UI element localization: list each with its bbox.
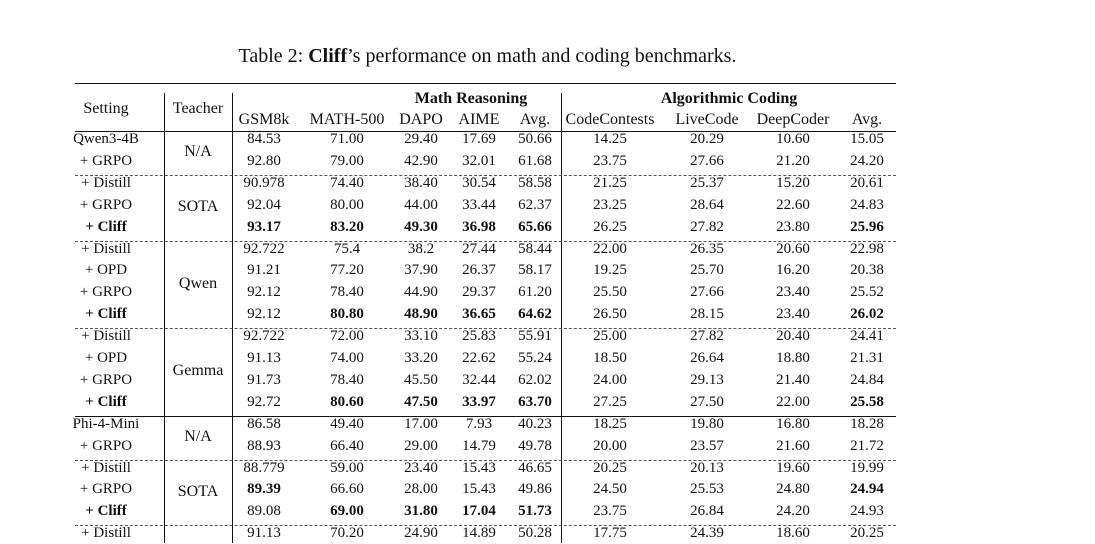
table-cell: 22.60: [776, 196, 810, 213]
table-cell: 58.17: [518, 262, 552, 279]
table-cell: 20.25: [850, 525, 884, 542]
table-cell: 21.20: [776, 152, 810, 169]
table-cell: 23.25: [593, 196, 627, 213]
table-cell: 26.37: [462, 262, 496, 279]
table-cell: 24.83: [850, 196, 884, 213]
table-cell: 24.84: [850, 371, 884, 388]
table-cell: 55.24: [518, 350, 552, 366]
table-cell: 27.25: [593, 393, 627, 410]
caption-prefix: Table 2:: [238, 45, 309, 67]
group-separator: [75, 241, 896, 242]
table-cell: 21.72: [850, 437, 884, 454]
table-cell: 30.54: [462, 174, 496, 191]
table-cell: 20.61: [850, 174, 884, 191]
table-cell: 25.50: [593, 284, 627, 301]
table-cell: 15.43: [462, 481, 496, 498]
table-cell: 24.20: [776, 503, 810, 520]
table-cell: 24.93: [850, 503, 884, 520]
table-cell: 92.12: [247, 306, 281, 323]
teacher-label: N/A: [184, 143, 212, 161]
column-header: AIME: [458, 111, 500, 128]
table-cell: 19.80: [690, 415, 724, 432]
table-cell: 93.17: [247, 218, 281, 235]
table-cell: 42.90: [404, 152, 438, 169]
row-setting: + Cliff: [85, 393, 127, 410]
table-cell: 80.60: [330, 393, 364, 410]
table-cell: 38.2: [407, 240, 435, 257]
table-cell: 58.58: [518, 174, 552, 191]
table-cell: 78.40: [330, 371, 364, 388]
table-cell: 25.53: [690, 481, 724, 498]
table-cell: 20.40: [776, 328, 810, 345]
row-setting: + GRPO: [79, 284, 133, 301]
table-cell: 22.98: [850, 240, 884, 257]
table-cell: 27.66: [690, 284, 724, 301]
table-cell: 21.31: [850, 350, 884, 366]
table-cell: 29.13: [690, 371, 724, 388]
row-setting: + Cliff: [85, 306, 127, 323]
table-cell: 77.20: [330, 262, 364, 279]
row-setting: + OPD: [84, 262, 128, 279]
table-cell: 29.40: [404, 131, 438, 147]
group-separator: [75, 460, 896, 461]
column-header: DAPO: [399, 111, 443, 128]
teacher-header: Teacher: [172, 100, 224, 117]
table-cell: 27.44: [462, 240, 496, 257]
table-cell: 84.53: [247, 131, 281, 147]
table-cell: 59.00: [330, 459, 364, 476]
table-cell: 24.00: [593, 371, 627, 388]
table-cell: 62.37: [518, 196, 552, 213]
table-cell: 19.60: [776, 459, 810, 476]
table-cell: 23.40: [776, 306, 810, 323]
column-header: MATH-500: [309, 111, 385, 128]
table-cell: 10.60: [776, 131, 810, 147]
table-cell: 51.73: [518, 503, 552, 520]
table-cell: 14.79: [462, 437, 496, 454]
table-cell: 22.62: [462, 350, 496, 366]
table-cell: 27.82: [690, 328, 724, 345]
table-cell: 17.69: [462, 131, 496, 147]
table-cell: 17.75: [593, 525, 627, 542]
row-setting: + GRPO: [79, 437, 133, 454]
group-separator: [75, 525, 896, 526]
row-setting: + GRPO: [79, 371, 133, 388]
table-cell: 50.66: [518, 131, 552, 147]
group-separator: [75, 175, 896, 176]
table-cell: 24.94: [850, 481, 884, 498]
algorithmic-coding-header: Algorithmic Coding: [660, 90, 798, 107]
table-cell: 33.20: [404, 350, 438, 366]
table-cell: 92.12: [247, 284, 281, 301]
row-setting: + GRPO: [79, 481, 133, 498]
table-cell: 24.39: [690, 525, 724, 542]
table-cell: 66.40: [330, 437, 364, 454]
row-setting: + Distill: [81, 459, 131, 476]
table-cell: 24.80: [776, 481, 810, 498]
teacher-label: SOTA: [177, 198, 219, 216]
column-header: GSM8k: [238, 111, 290, 128]
table-cell: 83.20: [330, 218, 364, 235]
table-cell: 37.90: [404, 262, 438, 279]
table-cell: 91.73: [247, 371, 281, 388]
table-cell: 80.00: [330, 196, 364, 213]
table-cell: 20.60: [776, 240, 810, 257]
table-cell: 23.40: [404, 459, 438, 476]
table-cell: 61.68: [518, 152, 552, 169]
table-cell: 23.75: [593, 152, 627, 169]
table-cell: 25.96: [850, 218, 884, 235]
table-cell: 32.01: [462, 152, 496, 169]
table-cell: 40.23: [518, 415, 552, 432]
table-cell: 74.40: [330, 174, 364, 191]
table-cell: 46.65: [518, 459, 552, 476]
table-cell: 27.82: [690, 218, 724, 235]
table-cell: 80.80: [330, 306, 364, 323]
table-cell: 23.80: [776, 218, 810, 235]
table-cell: 47.50: [404, 393, 438, 410]
table-cell: 14.25: [593, 131, 627, 147]
column-header: DeepCoder: [756, 111, 830, 128]
table-cell: 89.08: [247, 503, 281, 520]
table-cell: 18.28: [850, 415, 884, 432]
table-cell: 29.37: [462, 284, 496, 301]
table-cell: 49.86: [518, 481, 552, 498]
table-cell: 15.05: [850, 131, 884, 147]
table-cell: 16.20: [776, 262, 810, 279]
table-cell: 65.66: [518, 218, 552, 235]
table-cell: 50.28: [518, 525, 552, 542]
table-cell: 14.89: [462, 525, 496, 542]
table-cell: 66.60: [330, 481, 364, 498]
table-cell: 28.15: [690, 306, 724, 323]
table-cell: 79.00: [330, 152, 364, 169]
table-cell: 18.60: [776, 525, 810, 542]
table-cell: 89.39: [247, 481, 281, 498]
table-cell: 90.978: [243, 174, 285, 191]
table-cell: 25.83: [462, 328, 496, 345]
table-cell: 92.80: [247, 152, 281, 169]
table-cell: 36.98: [462, 218, 496, 235]
table-cell: 24.41: [850, 328, 884, 345]
table-cell: 26.02: [850, 306, 884, 323]
table-cell: 21.40: [776, 371, 810, 388]
teacher-label: N/A: [184, 428, 212, 446]
table-cell: 49.78: [518, 437, 552, 454]
table-cell: 26.25: [593, 218, 627, 235]
block-rule: [75, 416, 896, 417]
table-cell: 18.80: [776, 350, 810, 366]
table-cell: 20.25: [593, 459, 627, 476]
table-cell: 29.00: [404, 437, 438, 454]
table-cell: 33.10: [404, 328, 438, 345]
results-table: [72, 83, 896, 543]
row-setting: + Distill: [81, 525, 131, 542]
table-cell: 28.64: [690, 196, 724, 213]
table-cell: 91.13: [247, 525, 281, 542]
table-cell: 44.90: [404, 284, 438, 301]
table-cell: 44.00: [404, 196, 438, 213]
table-cell: 86.58: [247, 415, 281, 432]
table-cell: 26.35: [690, 240, 724, 257]
table-cell: 31.80: [404, 503, 438, 520]
table-cell: 63.70: [518, 393, 552, 410]
math-reasoning-header: Math Reasoning: [414, 90, 528, 107]
table-cell: 25.00: [593, 328, 627, 345]
table-cell: 18.25: [593, 415, 627, 432]
column-header: Avg.: [851, 111, 883, 128]
table-cell: 74.00: [330, 350, 364, 366]
table-cell: 92.722: [243, 328, 285, 345]
table-cell: 25.37: [690, 174, 724, 191]
row-setting: + Cliff: [85, 503, 127, 520]
table-cell: 17.00: [404, 415, 438, 432]
table-cell: 36.65: [462, 306, 496, 323]
table-cell: 26.50: [593, 306, 627, 323]
table-cell: 22.00: [593, 240, 627, 257]
table-cell: 19.25: [593, 262, 627, 279]
table-cell: 55.91: [518, 328, 552, 345]
row-setting: Phi-4-Mini: [72, 415, 140, 432]
table-cell: 49.30: [404, 218, 438, 235]
table-cell: 88.779: [243, 459, 285, 476]
table-cell: 16.80: [776, 415, 810, 432]
table-cell: 25.58: [850, 393, 884, 410]
table-cell: 91.13: [247, 350, 281, 366]
table-cell: 38.40: [404, 174, 438, 191]
table-cell: 20.29: [690, 131, 724, 147]
table-cell: 20.13: [690, 459, 724, 476]
row-setting: + GRPO: [79, 152, 133, 169]
row-setting: Qwen3-4B: [73, 131, 139, 147]
row-setting: + Cliff: [85, 218, 127, 235]
table-cell: 75.4: [333, 240, 361, 257]
table-cell: 28.00: [404, 481, 438, 498]
table-cell: 21.25: [593, 174, 627, 191]
row-setting: + GRPO: [79, 196, 133, 213]
table-cell: 25.52: [850, 284, 884, 301]
setting-header: Setting: [83, 100, 129, 117]
table-cell: 45.50: [404, 371, 438, 388]
caption-method-name: Cliff: [308, 45, 348, 67]
table-cell: 49.40: [330, 415, 364, 432]
table-cell: 23.75: [593, 503, 627, 520]
table-cell: 20.38: [850, 262, 884, 279]
table-cell: 7.93: [465, 415, 493, 432]
table-cell: 15.20: [776, 174, 810, 191]
table-cell: 26.84: [690, 503, 724, 520]
table-cell: 62.02: [518, 371, 552, 388]
table-cell: 24.90: [404, 525, 438, 542]
row-setting: + Distill: [81, 240, 131, 257]
table-cell: 27.66: [690, 152, 724, 169]
table-cell: 20.00: [593, 437, 627, 454]
table-cell: 23.40: [776, 284, 810, 301]
table-cell: 71.00: [330, 131, 364, 147]
table-cell: 33.97: [462, 393, 496, 410]
table-cell: 88.93: [247, 437, 281, 454]
table-cell: 25.70: [690, 262, 724, 279]
column-header: LiveCode: [675, 111, 739, 128]
caption-text: ’s performance on math and coding benchmarks.: [347, 45, 737, 67]
table-cell: 92.722: [243, 240, 285, 257]
table-cell: 32.44: [462, 371, 496, 388]
table-cell: 69.00: [330, 503, 364, 520]
table-cell: 91.21: [247, 262, 281, 279]
table-cell: 33.44: [462, 196, 496, 213]
table-cell: 24.50: [593, 481, 627, 498]
table-cell: 26.64: [690, 350, 724, 366]
table-cell: 15.43: [462, 459, 496, 476]
table-cell: 64.62: [518, 306, 552, 323]
table-cell: 61.20: [518, 284, 552, 301]
teacher-label: Gemma: [172, 362, 224, 380]
table-cell: 19.99: [850, 459, 884, 476]
column-header: CodeContests: [565, 111, 655, 128]
column-header: Avg.: [519, 111, 551, 128]
teacher-label: Qwen: [178, 274, 218, 292]
table-cell: 18.50: [593, 350, 627, 366]
table-cell: 58.44: [518, 240, 552, 257]
table-cell: 27.50: [690, 393, 724, 410]
table-cell: 22.00: [776, 393, 810, 410]
table-cell: 70.20: [330, 525, 364, 542]
table-cell: 21.60: [776, 437, 810, 454]
table-caption: [0, 44, 975, 68]
table-cell: 48.90: [404, 306, 438, 323]
top-rule: [75, 83, 896, 84]
table-cell: 92.04: [247, 196, 281, 213]
table-cell: 17.04: [462, 503, 496, 520]
group-separator: [75, 328, 896, 329]
teacher-label: SOTA: [177, 482, 219, 500]
table-cell: 92.72: [247, 393, 281, 410]
row-setting: + OPD: [84, 350, 128, 366]
table-cell: 78.40: [330, 284, 364, 301]
table-cell: 24.20: [850, 152, 884, 169]
table-cell: 72.00: [330, 328, 364, 345]
row-setting: + Distill: [81, 174, 131, 191]
row-setting: + Distill: [81, 328, 131, 345]
table-cell: 23.57: [690, 437, 724, 454]
